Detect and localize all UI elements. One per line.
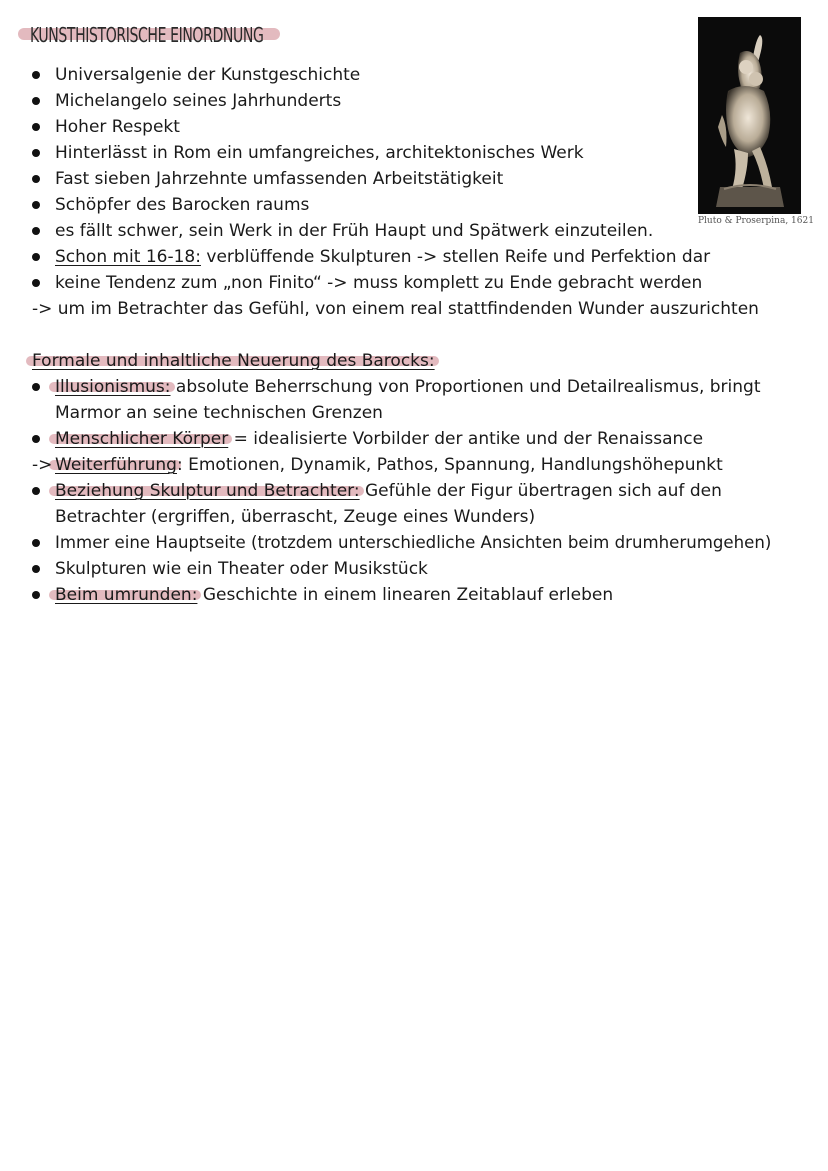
arrow-prefix: -> [32, 455, 53, 475]
list-item-detail: : Emotionen, Dynamik, Pathos, Spannung, Handlungshöhepunkt [176, 455, 723, 475]
list-item-text [55, 481, 722, 501]
list-item-text: Schöpfer des Barocken raums [55, 195, 310, 215]
list-item-detail: Gefühle der Figur übertragen sich auf den [359, 481, 722, 501]
list-item-detail: Geschichte in einem linearen Zeitablauf erleben [197, 585, 614, 605]
list-item-detail: absolute Beherrschung von Proportionen und Detailrealismus, bringt [170, 377, 761, 397]
highlighted-label [55, 455, 177, 475]
bullet-icon [32, 123, 40, 131]
label-text: Menschlicher Körper [55, 429, 229, 449]
list-item-text [55, 247, 710, 267]
list-item-text: Universalgenie der Kunstgeschichte [55, 65, 361, 85]
bullet-icon [32, 565, 40, 573]
list-item-detail: verblüffende Skulpturen -> stellen Reife und Perfektion dar [200, 247, 711, 267]
list-item-text: Hinterlässt in Rom ein umfangreiches, architektonisches Werk [55, 143, 584, 163]
label-text: Beziehung Skulptur und Betrachter: [55, 481, 360, 501]
bullet-icon [32, 383, 40, 391]
list-item-continuation: Betrachter (ergriffen, überrascht, Zeuge eines Wunders) [55, 507, 536, 527]
bullet-icon [32, 201, 40, 209]
bullet-icon [32, 435, 40, 443]
underlined-label: Schon mit 16-18: [55, 247, 201, 267]
label-text: Illusionismus: [55, 377, 171, 397]
bullet-icon [32, 539, 40, 547]
bullet-icon [32, 487, 40, 495]
bullet-icon [32, 227, 40, 235]
highlighted-label [55, 377, 171, 397]
highlighted-label [55, 481, 360, 501]
section-title [18, 20, 280, 54]
list-item-text: keine Tendenz zum „non Finito“ -> muss komplett zu Ende gebracht werden [55, 273, 703, 293]
label-text: Weiterführung [55, 455, 177, 475]
bullet-icon [32, 149, 40, 157]
list-item-text: Fast sieben Jahrzehnte umfassenden Arbeitstätigkeit [55, 169, 504, 189]
conclusion-line: -> um im Betrachter das Gefühl, von einem real stattfindenden Wunder auszurichten [32, 299, 759, 319]
sculpture-image [698, 17, 801, 214]
list-item-text [55, 455, 723, 475]
highlighted-label [55, 429, 228, 449]
highlighted-heading [32, 351, 435, 371]
list-item-text: es fällt schwer, sein Werk in der Früh Haupt und Spätwerk einzuteilen. [55, 221, 654, 241]
bullet-icon [32, 175, 40, 183]
title-text: KUNSTHISTORISCHE EINORDNUNG [30, 23, 264, 47]
list-item-text [55, 377, 761, 397]
list-item-text: Skulpturen wie ein Theater oder Musikstück [55, 559, 428, 579]
bullet-icon [32, 279, 40, 287]
list-item-text: Michelangelo seines Jahrhunderts [55, 91, 342, 111]
list-item-text: Hoher Respekt [55, 117, 180, 137]
bullet-icon [32, 253, 40, 261]
section2-heading [32, 351, 435, 371]
list-item-text [55, 429, 703, 449]
bullet-icon [32, 71, 40, 79]
bullet-icon [32, 97, 40, 105]
image-caption: Pluto & Proserpina, 1621 [698, 216, 814, 226]
section2-heading-text: Formale und inhaltliche Neuerung des Barocks: [32, 351, 435, 371]
label-text: Beim umrunden: [55, 585, 198, 605]
list-item-continuation: Marmor an seine technischen Grenzen [55, 403, 383, 423]
bullet-icon [32, 591, 40, 599]
list-item-detail: = idealisierte Vorbilder der antike und der Renaissance [228, 429, 704, 449]
list-item-text: Immer eine Hauptseite (trotzdem unterschiedliche Ansichten beim drumherumgehen) [55, 533, 772, 552]
highlighted-label [55, 585, 197, 605]
list-item-text [55, 585, 613, 605]
